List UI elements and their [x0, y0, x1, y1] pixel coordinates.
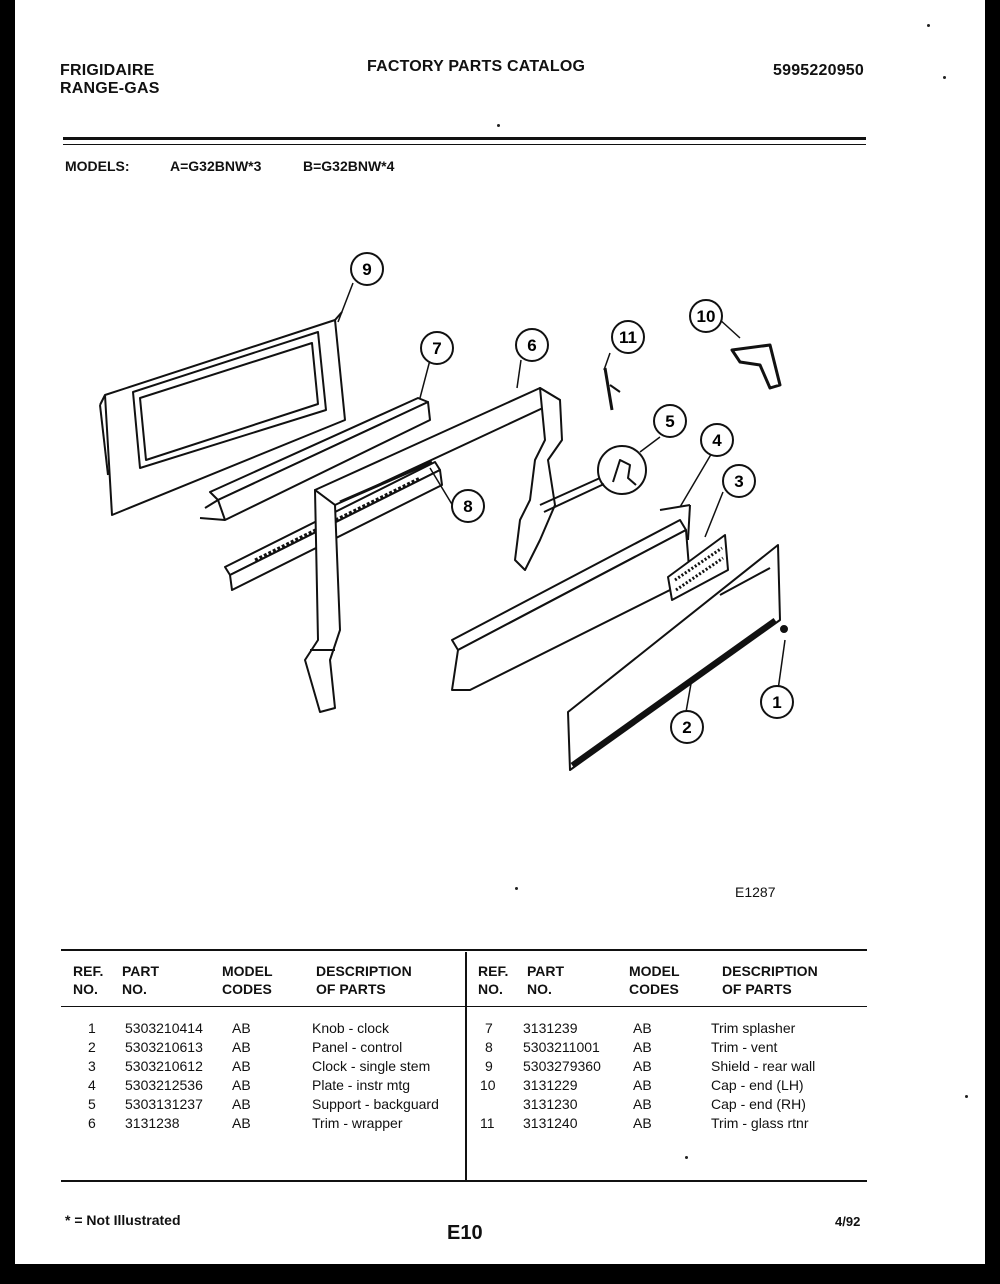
callout-4 — [701, 424, 733, 456]
catalog-number: 5995220950 — [773, 62, 864, 79]
part-shield-rear-wall — [100, 312, 345, 515]
exploded-parts-diagram — [15, 0, 985, 900]
svg-text:6: 6 — [527, 336, 537, 355]
callout-8 — [452, 490, 484, 522]
table-top-rule — [61, 949, 867, 951]
table-divider — [465, 952, 467, 1180]
callout-2 — [671, 711, 703, 743]
svg-text:2: 2 — [682, 718, 692, 737]
callout-11 — [612, 321, 644, 353]
svg-text:11: 11 — [619, 328, 637, 347]
callout-10 — [690, 300, 722, 332]
table-header-rule — [61, 1006, 867, 1007]
table-bottom-rule — [61, 1180, 867, 1182]
callout-1 — [761, 686, 793, 718]
page-title: FACTORY PARTS CATALOG — [367, 58, 586, 75]
page-number: E10 — [447, 1222, 483, 1244]
catalog-page: FRIGIDAIRE RANGE-GAS FACTORY PARTS CATALOG 5995220950 MODELS: A=G32BNW*3 B=G32BNW*4 9 7 6 11 10 5 4 3 8 2 1 E1287 REF. NO. PART NO. MODEL CODES DESCRIPTION OF PARTS REF. NO. PART NO. MODEL CODES DESCRIPTION OF PARTS 1 5303210414 AB Knob - clock 2 5303210613 AB Panel - control 3 5303210612 AB Clock - single stem 4 5303212536 AB Plate - instr mtg 5 5303131237 AB Support - backguard 6 3131238 AB Trim - wrapper 7 3131239 AB Trim splasher 8 5303211001 AB Trim - vent 9 5303279360 AB Shield - rear wall 10 3131229 AB Cap - end (LH) 3131230 AB Cap - end (RH) 11 3131240 AB Trim - glass rtnr * = Not Illustrated E10 4/92 — [15, 0, 985, 1264]
scan-speck — [515, 887, 518, 890]
callout-3 — [723, 465, 755, 497]
svg-text:10: 10 — [696, 307, 716, 326]
col-header-desc-left: DESCRIPTION OF PARTS — [316, 963, 412, 997]
callout-7 — [421, 332, 453, 364]
print-date: 4/92 — [835, 1214, 861, 1229]
models-label: MODELS: — [65, 158, 130, 174]
col-header-part-left: PART NO. — [122, 963, 160, 997]
diagram-code: E1287 — [735, 884, 776, 900]
col-header-desc-right: DESCRIPTION OF PARTS — [722, 963, 818, 997]
part-knob-clock — [781, 626, 787, 632]
col-header-ref-right: REF. NO. — [478, 963, 509, 997]
scan-speck — [927, 24, 930, 27]
model-a: A=G32BNW*3 — [170, 158, 262, 174]
scan-speck — [965, 1095, 968, 1098]
callout-6 — [516, 329, 548, 361]
svg-text:5: 5 — [665, 412, 675, 431]
col-header-part-right: PART NO. — [527, 963, 565, 997]
scan-speck — [685, 1156, 688, 1159]
part-trim-glass-rtnr — [605, 368, 620, 410]
svg-text:8: 8 — [463, 497, 473, 516]
part-support-backguard — [540, 446, 646, 512]
svg-text:1: 1 — [772, 693, 782, 712]
product-type: RANGE-GAS — [60, 80, 160, 97]
scan-speck — [943, 76, 946, 79]
brand-name: FRIGIDAIRE — [60, 62, 155, 79]
not-illustrated-note: * = Not Illustrated — [65, 1212, 181, 1228]
svg-text:3: 3 — [734, 472, 744, 491]
col-header-ref-left: REF. NO. — [73, 963, 104, 997]
svg-text:9: 9 — [362, 260, 372, 279]
col-header-model-left: MODEL CODES — [222, 963, 273, 997]
svg-text:7: 7 — [432, 339, 442, 358]
callout-9 — [351, 253, 383, 285]
scan-speck — [497, 124, 500, 127]
model-b: B=G32BNW*4 — [303, 158, 395, 174]
svg-text:4: 4 — [712, 431, 722, 450]
col-header-model-right: MODEL CODES — [629, 963, 680, 997]
part-cap-end — [732, 345, 780, 388]
callout-5 — [654, 405, 686, 437]
